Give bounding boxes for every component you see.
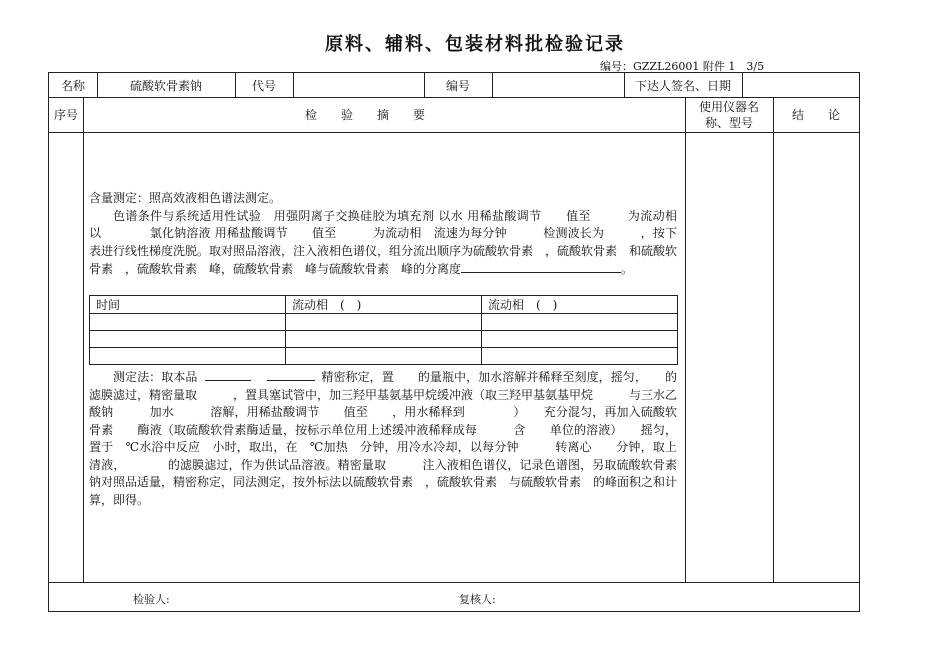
issuer-field[interactable]	[742, 73, 859, 97]
inspection-summary	[89, 190, 690, 279]
table-cell[interactable]	[90, 348, 286, 365]
assay-method: 含量测定：照高效液相色谱法测定。	[89, 191, 282, 205]
mobile-phase-a-header: 流动相 ( )	[286, 296, 482, 314]
table-cell[interactable]	[286, 331, 482, 348]
table-cell[interactable]	[90, 331, 286, 348]
table-cell[interactable]	[482, 331, 678, 348]
code-field[interactable]	[293, 73, 424, 97]
seq-header: 序号	[53, 108, 78, 122]
record-form	[48, 72, 860, 612]
table-row	[90, 331, 678, 348]
table-cell[interactable]	[286, 348, 482, 365]
instrument-header	[685, 97, 773, 132]
procedure-paragraph	[89, 368, 677, 509]
mobile-phase-b-header: 流动相 ( )	[482, 296, 678, 314]
footer-divider	[49, 582, 859, 583]
material-name: 硫酸软骨素钠	[129, 78, 202, 93]
record-title: 原料、辅料、包装材料批检验记录	[325, 34, 625, 55]
number-field[interactable]	[492, 73, 624, 97]
procedure-text: 精密称定，置 的量瓶中，加水溶解并稀释至刻度，摇匀， 的滤膜滤过，精密量取 ，置具塞试管中，加三羟甲基氨基甲烷缓冲液（取三羟甲基氨基甲烷 与三水乙酸钠 加水 溶解，用稀盐酸调节 值至 ，用水稀释到 ） 充分混匀，再加入硫酸软骨素 酶液（取硫酸软骨素酶适量，按标示单位用上述缓冲液稀释成每 含 单位的溶液） 摇匀，置于 ℃水浴中反应 小时，取出，在 ℃加热 分钟，用冷水冷却，以每分钟 转离心 分钟，取上清液， 的滤膜滤过，作为供试品溶液。精密量取 注入液相色谱仪，记录色谱图，另取硫酸软骨素钠对照品适量，精密称定，同法测定，按外标法以硫酸软骨素 ，硫酸软骨素 与硫酸软骨素 的峰面积之和计算，即得。	[89, 370, 678, 507]
test-procedure	[89, 368, 677, 509]
reviewer-label: 复核人:	[459, 593, 496, 606]
divider	[83, 97, 84, 582]
procedure-start: 测定法：取本品	[113, 370, 198, 384]
name-label: 名称	[60, 78, 85, 93]
conclusion-header: 结 论	[791, 108, 840, 122]
divider	[773, 97, 774, 582]
column-header-divider	[49, 132, 859, 133]
table-cell[interactable]	[482, 348, 678, 365]
issuer-label: 下达人签名、日期	[634, 78, 731, 93]
gradient-table	[89, 295, 678, 365]
inspector-label: 检验人:	[133, 593, 170, 606]
table-row	[90, 314, 678, 331]
table-cell[interactable]	[90, 314, 286, 331]
table-header-row	[90, 296, 678, 314]
instrument-header-line1: 使用仪器名	[698, 99, 759, 114]
table-cell[interactable]	[286, 314, 482, 331]
summary-header: 检 验 摘 要	[304, 108, 425, 122]
instrument-header-line2: 称、型号	[704, 115, 753, 130]
document-number: 编号：GZZL26001 附件 1 3/5	[600, 60, 765, 73]
sample-amount-blank[interactable]	[205, 368, 251, 381]
resolution-blank[interactable]	[461, 260, 621, 273]
code-label: 代号	[251, 78, 276, 93]
chromatography-conditions	[89, 208, 690, 279]
table-cell[interactable]	[482, 314, 678, 331]
divider	[685, 97, 686, 582]
time-header: 时间	[90, 296, 286, 314]
chromatography-end: 。	[621, 262, 634, 276]
chromatography-text: 色谱条件与系统适用性试验 用强阴离子交换硅胶为填充剂 以水 用稀盐酸调节 值至 为流动相 以 氯化钠溶液 用稀盐酸调节 值至 为流动相 流速为每分钟 检测波长为 ，按下表进行线性梯度洗脱。取对照品溶液，注入液相色谱仪，组分流出顺序为硫酸软骨素 ，硫酸软骨素 和硫酸软骨素 ，硫酸软骨素 峰，硫酸软骨素 峰与硫酸软骨素 峰的分离度	[89, 208, 690, 276]
table-row	[90, 348, 678, 365]
number-label: 编号	[445, 78, 470, 93]
sample-amount-blank-2[interactable]	[267, 368, 315, 381]
